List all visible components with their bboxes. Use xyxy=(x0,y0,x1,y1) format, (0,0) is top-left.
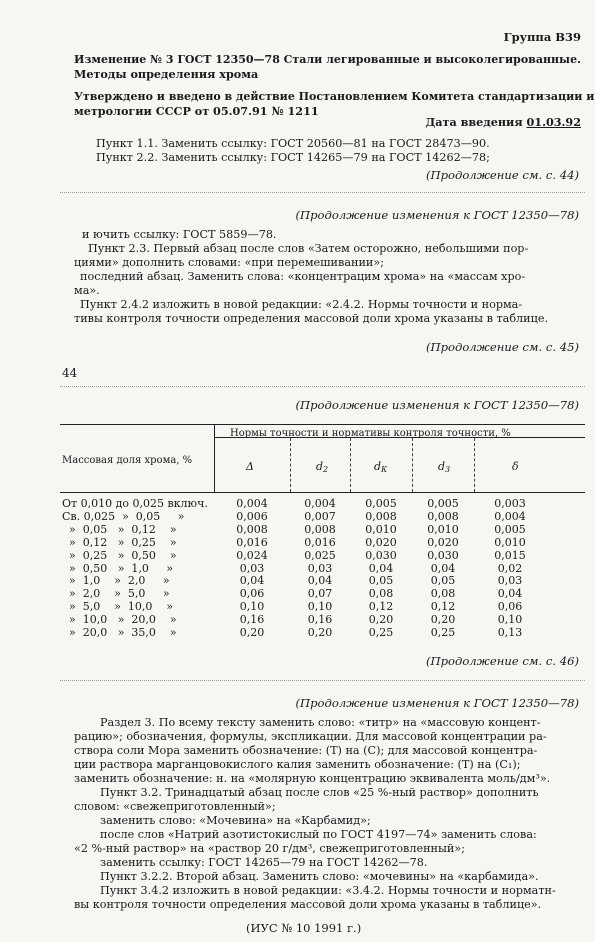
table-col-symbol: Δ xyxy=(246,460,254,473)
table-cell: 0,030 xyxy=(427,548,459,562)
amendment-title-line2: Методы определения хрома xyxy=(74,67,259,81)
table-cell: 0,030 xyxy=(365,548,397,562)
table-row-label: От 0,010 до 0,025 включ. xyxy=(62,497,208,510)
block2-line: Пункт 2.3. Первый абзац после слов «Затем осторожно, небольшими пор- xyxy=(88,242,529,255)
effective-date-value: 01.03.92 xyxy=(526,115,581,129)
table-cell: 0,025 xyxy=(304,548,336,562)
table-cell: 0,16 xyxy=(239,613,265,627)
block4-line: Раздел 3. По всему тексту заменить слово: «титр» на «массовую концент- xyxy=(100,716,541,729)
table-cell: 0,006 xyxy=(236,509,268,523)
amendment-title-line1: Изменение № 3 ГОСТ 12350—78 Стали легированные и высоколегированные. xyxy=(74,53,581,66)
table-header-rule xyxy=(60,492,585,493)
continuation-note: (Продолжение см. с. 45) xyxy=(425,340,579,354)
block4-line: заменить обозначение: н. на «молярную концентрацию эквивалента моль/дм³». xyxy=(74,772,551,785)
table-cell: 0,010 xyxy=(365,522,397,536)
table-cell: 0,007 xyxy=(304,509,336,523)
block1-line: Пункт 2.2. Заменить ссылку: ГОСТ 14265—79 на ГОСТ 14262—78; xyxy=(96,151,490,164)
table-cell: 0,10 xyxy=(497,613,523,627)
table-cell: 0,010 xyxy=(494,535,526,549)
block2-line: циями» дополнить словами: «при перемешивании»; xyxy=(74,256,384,269)
block4-line: после слов «Натрий азотистокислый по ГОСТ 4197—74» заменить слова: xyxy=(100,828,537,841)
table-cell: 0,008 xyxy=(427,509,459,523)
table-row-label: » 20,0 » 35,0 » xyxy=(62,626,177,639)
approval-line1: Утверждено и введено в действие Постановлением Комитета стандартизации и xyxy=(74,90,595,103)
table-cell: 0,004 xyxy=(304,497,336,510)
block2-line: и ючить ссылку: ГОСТ 5859—78. xyxy=(82,228,277,241)
table-cell: 0,25 xyxy=(368,626,394,639)
block4-line: заменить ссылку: ГОСТ 14265—79 на ГОСТ 14262—78. xyxy=(100,856,428,869)
table-row-label: » 0,05 » 0,12 » xyxy=(62,522,177,536)
table-cell: 0,016 xyxy=(304,535,336,549)
table-col-symbol: δ xyxy=(512,460,519,473)
table-cell: 0,12 xyxy=(430,600,456,614)
table-col-symbol: $d_К$ xyxy=(374,460,388,474)
approval-line2: метрологии СССР от 05.07.91 № 1211 xyxy=(74,104,319,118)
block4-line: вы контроля точности определения массовой доли хрома указаны в таблице». xyxy=(74,898,542,911)
table-cell: 0,005 xyxy=(427,497,459,510)
block4-line: створа соли Мора заменить обозначение: (Т) на (С); для массовой концентра- xyxy=(74,744,538,757)
table-cell: 0,015 xyxy=(494,548,526,562)
table-cell: 0,024 xyxy=(236,548,268,562)
table-row-label: » 2,0 » 5,0 » xyxy=(62,587,170,601)
table-cell: 0,20 xyxy=(430,613,456,627)
table-cell: 0,03 xyxy=(307,561,333,575)
table-cell: 0,005 xyxy=(365,497,397,510)
block4-line: словом: «свежеприготовленный»; xyxy=(74,800,276,813)
table-cell: 0,13 xyxy=(497,626,523,639)
table-cell: 0,06 xyxy=(497,600,523,614)
continuation-note: (Продолжение см. с. 46) xyxy=(425,654,579,668)
table-cell: 0,05 xyxy=(430,574,456,588)
table-cell: 0,20 xyxy=(368,613,394,627)
table-vrule xyxy=(290,438,291,492)
table-cell: 0,05 xyxy=(368,574,394,588)
table-col-symbol: $d_3$ xyxy=(438,460,451,474)
table-cell: 0,005 xyxy=(494,522,526,536)
table-vrule xyxy=(412,438,413,492)
table-cell: 0,07 xyxy=(307,587,333,601)
table-row-label: » 0,25 » 0,50 » xyxy=(62,548,177,562)
table-cell: 0,04 xyxy=(497,587,523,601)
table-cell: 0,12 xyxy=(368,600,394,614)
table-cell: 0,020 xyxy=(365,535,397,549)
block2-line: последний абзац. Заменить слова: «концентрацим хрома» на «массам хро- xyxy=(80,270,526,283)
table-row-label: » 1,0 » 2,0 » xyxy=(62,574,170,588)
block4-line: Пункт 3.2. Тринадцатый абзац после слов «25 %-ный раствор» дополнить xyxy=(100,786,539,799)
table-cell: 0,003 xyxy=(494,497,526,510)
table-cell: 0,10 xyxy=(239,600,265,614)
table-cell: 0,008 xyxy=(236,522,268,536)
table-row-label: » 10,0 » 20,0 » xyxy=(62,613,177,627)
table-cell: 0,20 xyxy=(307,626,333,639)
table-cell: 0,016 xyxy=(236,535,268,549)
block4-line: рацию»; обозначения, формулы, экспликации. Для массовой концентрации ра- xyxy=(74,730,547,743)
table-cell: 0,10 xyxy=(307,600,333,614)
continuation-heading: (Продолжение изменения к ГОСТ 12350—78) xyxy=(295,398,579,412)
table-cell: 0,03 xyxy=(497,574,523,588)
table-row-label: Св. 0,025 » 0,05 » xyxy=(62,509,185,523)
block2-line: тивы контроля точности определения массовой доли хрома указаны в таблице. xyxy=(74,312,548,325)
table-vrule xyxy=(474,438,475,492)
block4-line: ции раствора марганцовокислого калия заменить обозначение: (Т) на (С₁); xyxy=(74,758,521,771)
table-cell: 0,06 xyxy=(239,587,265,601)
continuation-heading: (Продолжение изменения к ГОСТ 12350—78) xyxy=(295,696,579,710)
table-cell: 0,04 xyxy=(307,574,333,588)
effective-date xyxy=(425,115,581,129)
block4-line: Пункт 3.4.2 изложить в новой редакции: «3.4.2. Нормы точности и норматн- xyxy=(100,884,556,897)
block1-line: Пункт 1.1. Заменить ссылку: ГОСТ 20560—81 на ГОСТ 28473—90. xyxy=(96,137,490,150)
block4-line: Пункт 3.2.2. Второй абзац. Заменить слово: «мочевины» на «карбамида». xyxy=(100,870,539,883)
table-cell: 0,004 xyxy=(236,497,268,510)
table-cell: 0,20 xyxy=(239,626,265,639)
block2-line: Пункт 2.4.2 изложить в новой редакции: «2.4.2. Нормы точности и норма- xyxy=(80,298,523,311)
table-cell: 0,03 xyxy=(239,561,265,575)
group-code: Группа В39 xyxy=(503,30,581,44)
table-row-label: » 0,12 » 0,25 » xyxy=(62,535,177,549)
table-col-header-group: Нормы точности и нормативы контроля точности, % xyxy=(230,428,511,439)
table-cell: 0,020 xyxy=(427,535,459,549)
block4-line: заменить слово: «Мочевина» на «Карбамид»; xyxy=(100,814,371,827)
section-divider xyxy=(60,386,585,387)
table-cell: 0,004 xyxy=(494,509,526,523)
table-row-label: » 5,0 » 10,0 » xyxy=(62,600,174,614)
table-cell: 0,008 xyxy=(365,509,397,523)
table-cell: 0,04 xyxy=(430,561,456,575)
effective-date-label: Дата введения xyxy=(425,115,523,129)
table-top-rule xyxy=(60,424,585,425)
block4-line: «2 %-ный раствор» на «раствор 20 г/дм³, свежеприготовленный»; xyxy=(74,842,465,855)
section-divider xyxy=(60,680,585,681)
table-col-symbol: $d_2$ xyxy=(316,460,329,474)
table-vrule xyxy=(350,438,351,492)
table-cell: 0,16 xyxy=(307,613,333,627)
table-cell: 0,08 xyxy=(430,587,456,601)
continuation-note: (Продолжение см. с. 44) xyxy=(425,168,579,182)
continuation-heading: (Продолжение изменения к ГОСТ 12350—78) xyxy=(295,208,579,222)
table-cell: 0,08 xyxy=(368,587,394,601)
table-cell: 0,02 xyxy=(497,561,523,575)
table-cell: 0,04 xyxy=(368,561,394,575)
table-cell: 0,25 xyxy=(430,626,456,639)
table-vrule xyxy=(214,424,215,492)
table-col-header-concentration: Массовая доля хрома, % xyxy=(62,455,193,466)
section-divider xyxy=(60,192,585,193)
page-number: 44 xyxy=(62,366,78,380)
block2-line: ма». xyxy=(74,284,100,297)
table-cell: 0,010 xyxy=(427,522,459,536)
table-cell: 0,008 xyxy=(304,522,336,536)
table-row-label: » 0,50 » 1,0 » xyxy=(62,561,174,575)
table-cell: 0,04 xyxy=(239,574,265,588)
publication-footer: (ИУС № 10 1991 г.) xyxy=(246,921,362,935)
